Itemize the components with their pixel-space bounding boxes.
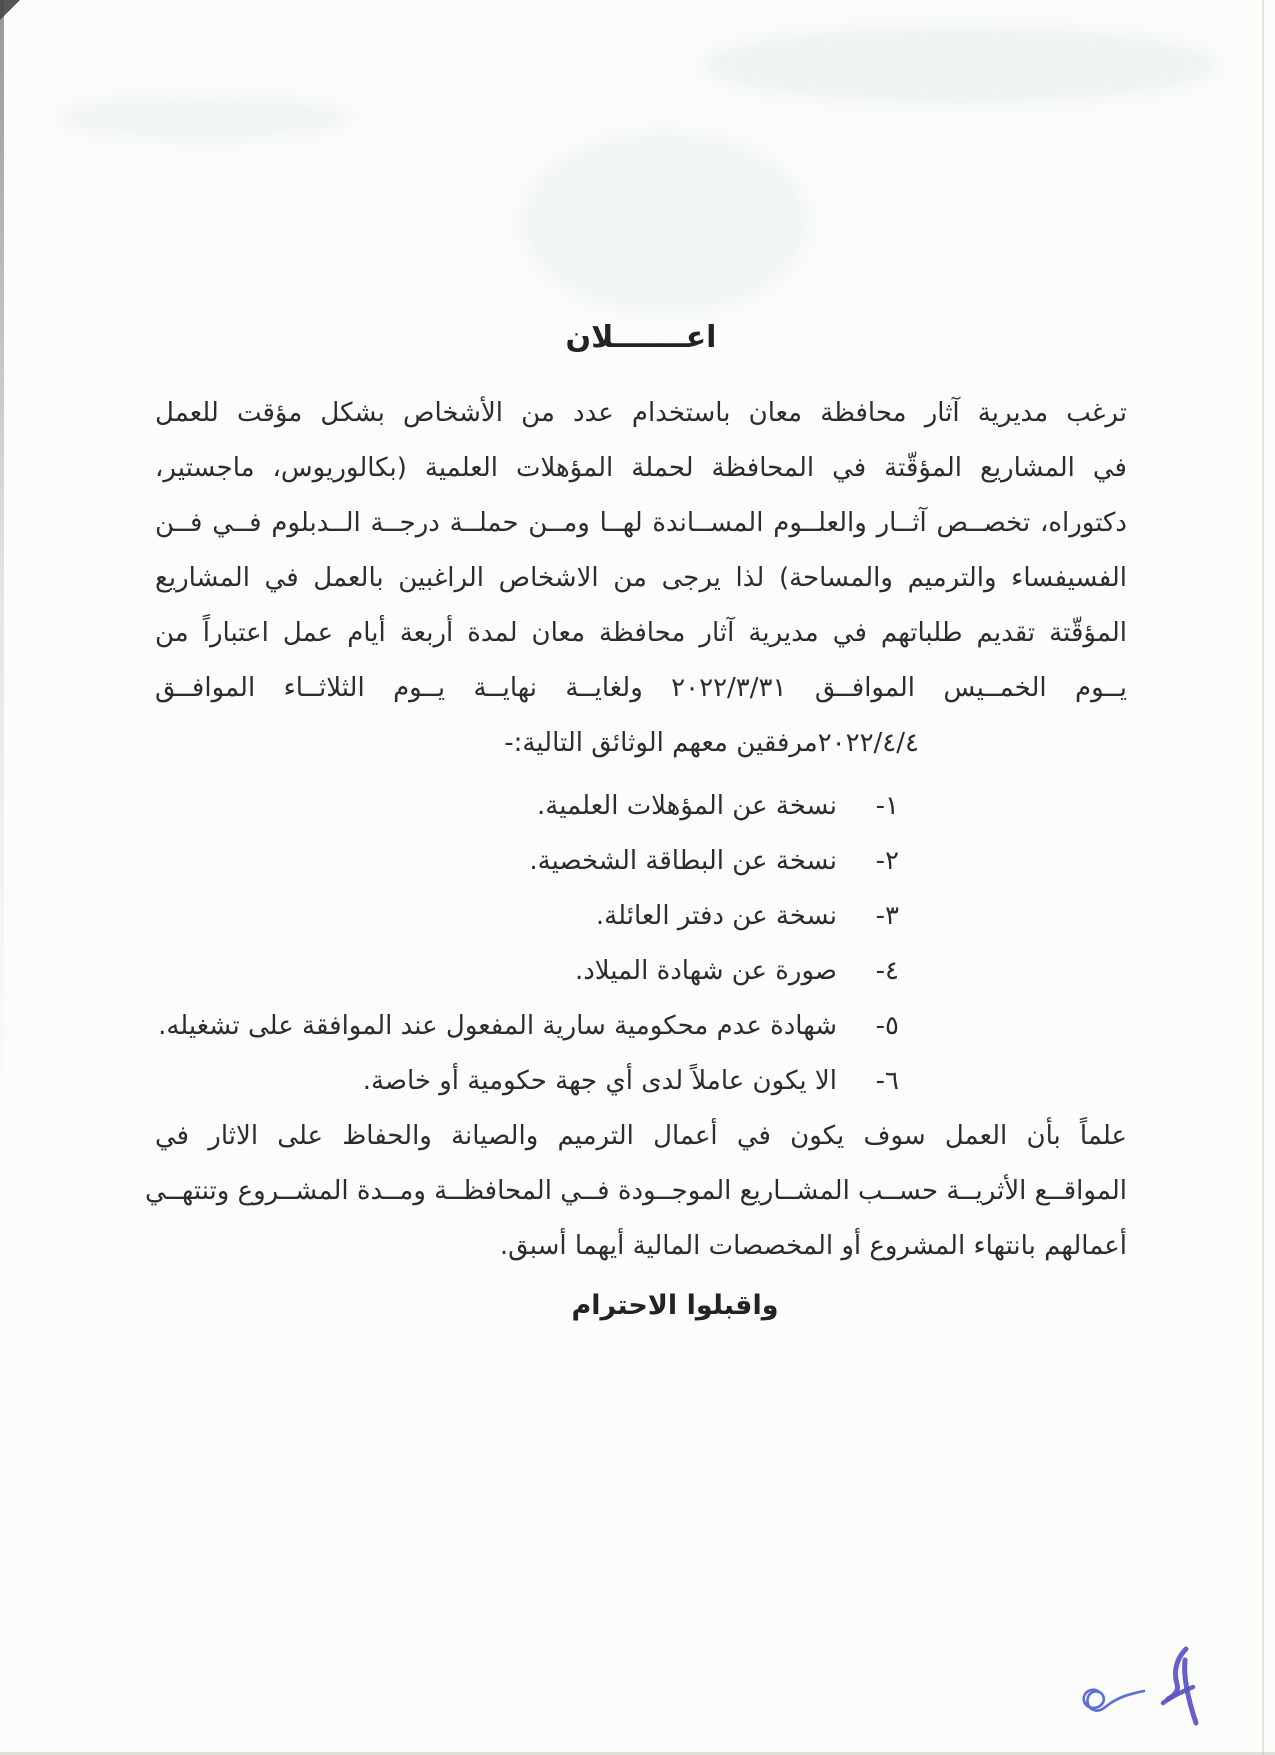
document-body [144,0,1127,1321]
list-item [155,1054,899,1109]
signature-ink-mark [1050,1630,1220,1740]
closing-salutation: واقبلوا الاحترام [571,1290,779,1321]
list-item-text: نسخة عن المؤهلات العلمية. [537,791,837,821]
list-item [155,834,899,889]
list-item-text: نسخة عن دفتر العائلة. [595,901,837,931]
announcement-title: اعـــــــلان [565,320,717,355]
intro-line: دكتوراه، تخصــص آثــار والعلــوم المســاندة لهــا ومــن حملــة درجــة الــدبلوم فــي فــن [155,508,1127,538]
note-line: علماً بأن العمل سوف يكون في أعمال الترميم والصيانة والحفاظ على الاثار في [155,1121,1127,1151]
intro-line-documents-lead: ٢٠٢٢/٤/٤مرفقين معهم الوثائق التالية:- [504,728,919,758]
list-item-number: ٣- [875,901,899,931]
list-item-number: ٦- [875,1066,899,1096]
list-item-text: نسخة عن البطاقة الشخصية. [529,846,837,876]
required-documents-list [155,779,1127,1109]
note-line: المواقــع الأثريــة حســب المشــاريع الموجــودة فــي المحافظــة ومــدة المشــروع وتنتهــي [144,1176,1127,1206]
list-item-text: شهادة عدم محكومية سارية المفعول عند الموافقة على تشغيله. [158,1011,837,1041]
list-item-text: صورة عن شهادة الميلاد. [574,956,837,986]
list-item [155,999,899,1054]
list-item-number: ١- [875,791,899,821]
list-item-number: ٥- [875,1011,899,1041]
intro-line: المؤقّتة تقديم طلباتهم في مديرية آثار محافظة معان لمدة أربعة أيام عمل اعتباراً من [155,618,1127,648]
list-item [155,889,899,944]
note-line: أعمالهم بانتهاء المشروع أو المخصصات المالية أيهما أسبق. [499,1231,1127,1261]
scan-edge-right-line [1262,0,1264,1755]
list-item [155,779,899,834]
list-item-number: ٢- [875,846,899,876]
intro-paragraph [155,386,1127,771]
scan-edge-left-shadow [0,0,4,1100]
list-item [155,944,899,999]
list-item-text: الا يكون عاملاً لدى أي جهة حكومية أو خاصة. [362,1066,837,1096]
intro-line: في المشاريع المؤقّتة في المحافظة لحملة المؤهلات العلمية (بكالوريوس، ماجستير، [155,453,1127,483]
intro-line: ترغب مديرية آثار محافظة معان باستخدام عدد من الأشخاص بشكل مؤقت للعمل [155,398,1127,428]
intro-line: الفسيفساء والترميم والمساحة) لذا يرجى من الاشخاص الراغبين بالعمل في المشاريع [155,563,1127,593]
note-paragraph [144,1109,1127,1274]
intro-line: يــوم الخمــيس الموافــق ٢٠٢٢/٣/٣١ ولغايــة نهايــة يــوم الثلاثــاء الموافــق [155,673,1127,703]
list-item-number: ٤- [875,956,899,986]
